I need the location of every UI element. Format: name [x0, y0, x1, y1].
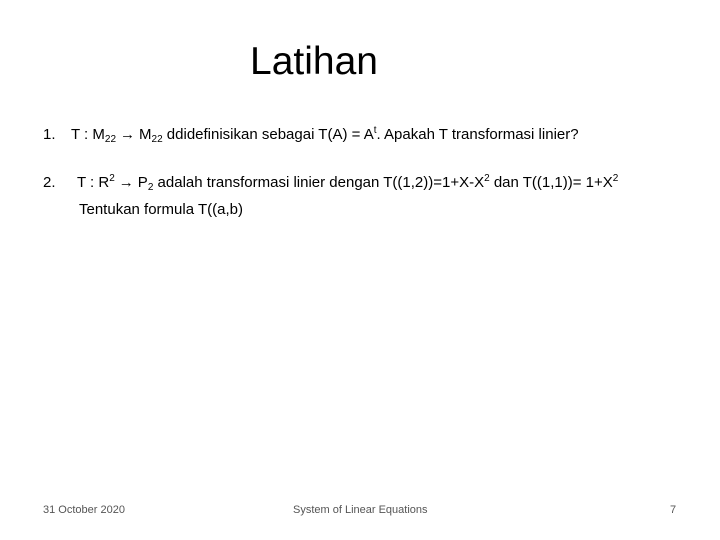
- exercise-item-2: [43, 172, 618, 194]
- subscript: 2: [147, 182, 154, 193]
- footer-page-number: 7: [670, 504, 677, 516]
- item-number: 2.: [43, 174, 56, 191]
- superscript: 2: [612, 173, 619, 184]
- item-number: 1.: [43, 126, 56, 143]
- item-text-part: P: [137, 174, 148, 191]
- item-text-part: adalah transformasi linier dengan T((1,2))=1+X-X: [153, 174, 485, 191]
- arrow-icon: →: [118, 174, 134, 191]
- superscript: t: [373, 125, 377, 136]
- item-text-part: ddidefinisikan sebagai T(A) = A: [162, 126, 374, 143]
- item-text-part: dan T((1,1))= 1+X: [489, 174, 613, 191]
- item-text-part: . Apakah T transformasi linier?: [376, 126, 579, 143]
- footer-topic: System of Linear Equations: [293, 504, 428, 516]
- arrow-icon: →: [120, 126, 136, 143]
- item-text-part: M: [139, 126, 152, 143]
- footer-date: 31 October 2020: [43, 504, 125, 516]
- subscript: 22: [151, 134, 163, 145]
- subscript: 22: [104, 134, 117, 145]
- superscript: 2: [484, 173, 490, 184]
- exercise-item-1: [43, 124, 579, 146]
- superscript: 2: [109, 173, 115, 184]
- slide-title: Latihan: [250, 40, 378, 83]
- item-text-part: T : M: [71, 126, 105, 143]
- exercise-item-2-continuation: Tentukan formula T((a,b): [79, 201, 243, 218]
- item-text-part: T : R: [77, 174, 110, 191]
